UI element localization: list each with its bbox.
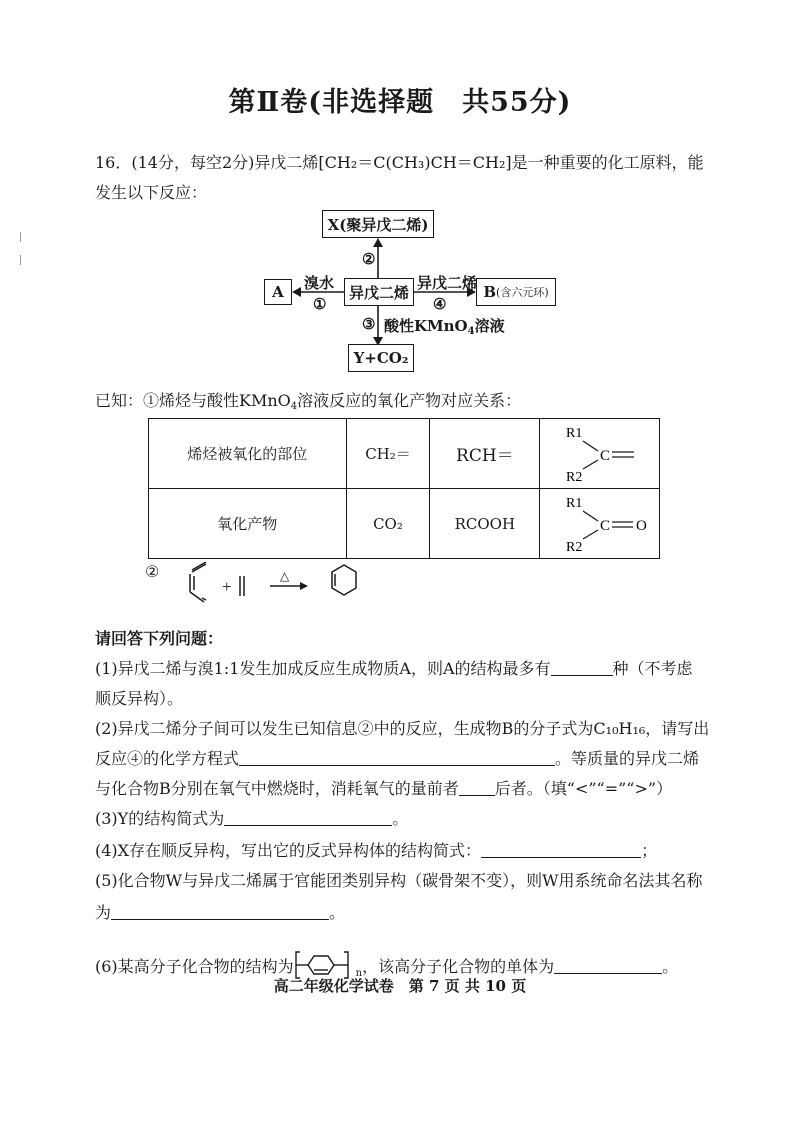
question-1-cont: 顺反异构）。 — [95, 689, 184, 708]
table-header-site: 烯烃被氧化的部位 — [149, 419, 347, 489]
answer-blank-4[interactable] — [481, 844, 641, 858]
section-title: 第Ⅱ卷(非选择题 共55分) — [228, 87, 572, 118]
question-1: (1)异戊二烯与溴1:1发生加成反应生成物质A，则A的结构最多有 种（不考虑 — [95, 659, 693, 678]
product-y-box: Y+CO₂ — [348, 344, 414, 372]
table-cell-rcooh: RCOOH — [430, 489, 540, 559]
question-3: (3)Y的结构简式为 。 — [95, 809, 409, 828]
answer-blank-1[interactable] — [551, 662, 613, 676]
q16-intro-line2: 发生以下反应： — [95, 183, 208, 202]
polyisoprene-box: X(聚异戊二烯) — [322, 210, 434, 238]
heat-symbol: △ — [280, 569, 290, 583]
question-2-cont: 反应④的化学方程式 。等质量的异戊二烯 — [95, 749, 700, 768]
reagent-bromine-water: 溴水 — [304, 274, 335, 292]
step-1-label: ① — [313, 295, 327, 313]
page-footer: 高二年级化学试卷 第 7 页 共 10 页 — [273, 977, 527, 995]
answer-blank-2a[interactable] — [239, 752, 555, 766]
table-cell-r2c — [540, 419, 660, 489]
reagent-isoprene: 异戊二烯 — [417, 274, 478, 292]
step-3-label: ③ — [362, 315, 376, 333]
product-b-main: B — [483, 283, 497, 301]
question-6: (6)某高分子化合物的结构为 $_n$，该高分子化合物的单体为 。 — [95, 950, 678, 980]
table-row — [149, 419, 660, 489]
r1-label: R1 — [566, 496, 583, 511]
r2-label: R2 — [566, 540, 583, 555]
question-5-cont: 为 。 — [95, 903, 346, 922]
reagent-kmno4: 酸性KMnO$_4$溶液 — [384, 317, 505, 337]
question-5: (5)化合物W与异戊二烯属于官能团类别异构（碳骨架不变），则W用系统命名法其名称 — [95, 871, 703, 890]
step-4-label: ④ — [433, 295, 447, 313]
q16-intro-line1: 16．(14分，每空2分)异戊二烯[CH₂＝C(CH₃)CH＝CH₂]是一种重要的化工原料，能 — [95, 153, 704, 172]
r2-label: R2 — [566, 470, 583, 485]
oxygen-label: O — [636, 518, 648, 534]
answer-blank-2b[interactable] — [459, 782, 495, 796]
table-cell-ketone — [540, 489, 660, 559]
diels-alder-scheme — [180, 562, 380, 608]
step-2-label: ② — [362, 250, 376, 268]
answer-prompt: 请回答下列问题： — [95, 629, 224, 648]
carbon-label: C — [600, 448, 611, 464]
answer-blank-6[interactable] — [554, 960, 662, 974]
info2-label: ② — [145, 562, 160, 581]
product-b-note: (含六元环) — [496, 286, 549, 299]
answer-blank-5[interactable] — [111, 906, 329, 920]
table-header-product: 氧化产物 — [149, 489, 347, 559]
r1-label: R1 — [566, 426, 583, 441]
isoprene-box: 异戊二烯 — [344, 278, 414, 306]
oxidation-table — [148, 418, 660, 559]
plus-sign: + — [222, 577, 232, 596]
carbon-label: C — [600, 518, 611, 534]
table-cell-rch: RCH＝ — [430, 419, 540, 489]
table-row — [149, 489, 660, 559]
known-intro: 已知：①烯烃与酸性KMnO$_4$溶液反应的氧化产物对应关系： — [95, 391, 522, 412]
r2c-alkene-structure — [540, 419, 660, 489]
product-a-box: A — [264, 279, 292, 305]
ketone-structure — [540, 489, 660, 559]
question-4: (4)X存在顺反异构，写出它的反式异构体的结构简式： ； — [95, 841, 658, 860]
product-b-box — [476, 278, 556, 306]
table-cell-co2: CO₂ — [346, 489, 430, 559]
answer-blank-3[interactable] — [224, 812, 392, 826]
table-cell-ch2: CH₂＝ — [346, 419, 430, 489]
question-2-cont2: 与化合物B分别在氧气中燃烧时，消耗氧气的量前者 后者。（填“<”“=”“>”） — [95, 779, 673, 798]
polymer-n: n — [355, 968, 363, 979]
question-2: (2)异戊二烯分子间可以发生已知信息②中的反应，生成物B的分子式为C₁₀H₁₆，请写出 — [95, 719, 710, 738]
